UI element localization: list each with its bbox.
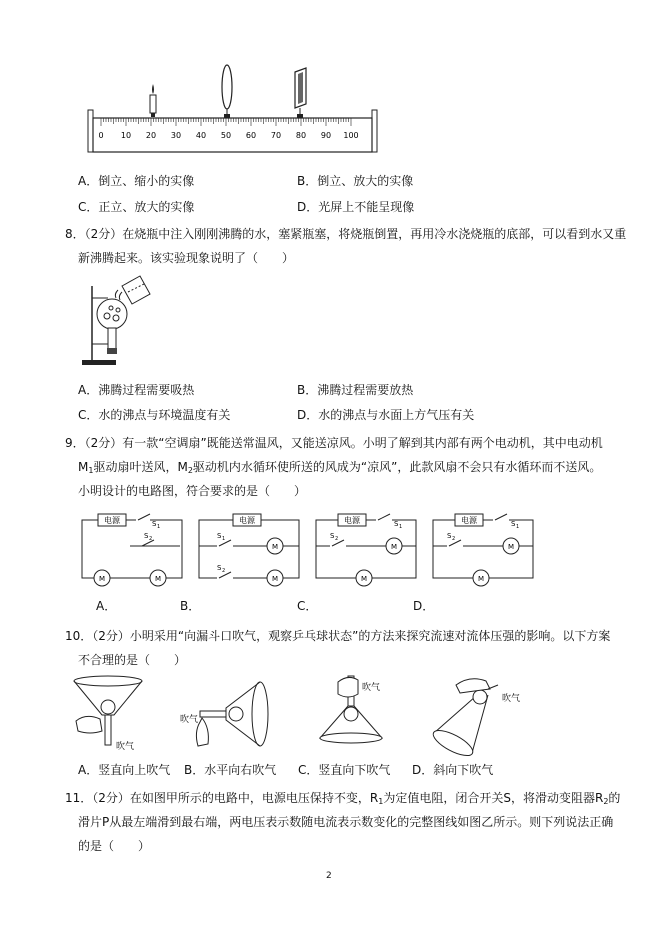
q9-stem-line2: $M_1$驱动扇叶送风，$M_2$驱动机内水循环使所送的风成为“凉风”，此款风扇不会只有水循环而不送风。 bbox=[78, 460, 602, 475]
ruler-tick-label: 80 bbox=[295, 131, 307, 140]
circuit-b bbox=[197, 510, 305, 590]
ruler-bench bbox=[88, 110, 377, 152]
q10-option-c[interactable]: C．竖直向下吹气 bbox=[298, 763, 391, 777]
svg-text:S: S bbox=[144, 532, 149, 540]
q10-option-d[interactable]: D．斜向下吹气 bbox=[412, 763, 494, 777]
svg-text:M: M bbox=[271, 543, 279, 551]
q8-option-b[interactable]: B．沸腾过程需要放热 bbox=[297, 383, 414, 397]
q11-stem-line2: 滑片P从最左端滑到最右端，两电压表示数随电流表示数变化的完整图线如图乙所示。则下列说法正确 bbox=[78, 815, 614, 829]
q11-stem-line3: 的是（ ） bbox=[78, 839, 151, 853]
svg-text:M: M bbox=[360, 575, 368, 583]
svg-text:吹气: 吹气 bbox=[116, 742, 135, 752]
svg-text:吹气: 吹气 bbox=[180, 715, 199, 725]
ruler-tick-label: 90 bbox=[320, 131, 332, 140]
ruler-tick-label: 50 bbox=[220, 131, 232, 140]
q10-stem-line1: 10．（2分）小明采用“向漏斗口吹气，观察乒乓球状态”的方法来探究流速对流体压强的影响。以下方案 bbox=[65, 629, 611, 643]
q10-option-a[interactable]: A．竖直向上吹气 bbox=[78, 763, 171, 777]
optical-bench-figure bbox=[84, 62, 384, 162]
q7-option-d[interactable]: D．光屏上不能呈现像 bbox=[297, 200, 415, 214]
svg-text:M: M bbox=[154, 575, 162, 583]
ruler-tick-label: 70 bbox=[270, 131, 282, 140]
q9-stem-line1: 9．（2分）有一款“空调扇”既能送常温风，又能送凉风。小明了解到其内部有两个电动机，其中电动机 bbox=[65, 436, 603, 450]
page-number: 2 bbox=[326, 871, 332, 881]
svg-text:S: S bbox=[217, 564, 222, 572]
svg-text:2: 2 bbox=[149, 536, 153, 542]
svg-text:吹气: 吹气 bbox=[362, 683, 381, 693]
candle bbox=[150, 84, 156, 117]
circuit-c bbox=[314, 510, 422, 590]
q7-option-a[interactable]: A．倒立、缩小的实像 bbox=[78, 174, 195, 188]
svg-text:S: S bbox=[217, 532, 222, 540]
ruler-tick-label: 30 bbox=[170, 131, 182, 140]
circuit-a bbox=[80, 510, 188, 590]
svg-text:2: 2 bbox=[222, 568, 226, 574]
svg-text:吹气: 吹气 bbox=[502, 694, 521, 704]
q8-stem-line1: 8．（2分）在烧瓶中注入刚刚沸腾的水，塞紧瓶塞，将烧瓶倒置，再用冷水浇烧瓶的底部，可以看到水又重 bbox=[65, 227, 627, 241]
q10-option-b[interactable]: B．水平向右吹气 bbox=[184, 763, 277, 777]
svg-text:M: M bbox=[98, 575, 106, 583]
q11-stem-line1: 11．（2分）在如图甲所示的电路中，电源电压保持不变，$R_1$为定值电阻，闭合开关S，将滑动变阻器$R_2$的 bbox=[65, 791, 621, 806]
ruler-tick-label: 10 bbox=[120, 131, 132, 140]
q8-option-d[interactable]: D．水的沸点与水面上方气压有关 bbox=[297, 408, 475, 422]
q9-option-d[interactable]: D． bbox=[413, 599, 435, 613]
light-screen bbox=[295, 68, 306, 118]
flask-experiment-figure bbox=[78, 272, 158, 372]
svg-text:1: 1 bbox=[399, 524, 403, 530]
funnel-figure-b bbox=[178, 678, 274, 758]
svg-text:M: M bbox=[507, 543, 515, 551]
svg-text:电源: 电源 bbox=[344, 516, 360, 525]
ruler-tick-label: 100 bbox=[343, 131, 359, 140]
funnel-figure-a bbox=[72, 675, 162, 757]
svg-text:M: M bbox=[477, 575, 485, 583]
svg-text:电源: 电源 bbox=[239, 516, 255, 525]
svg-text:M: M bbox=[390, 543, 398, 551]
svg-text:1: 1 bbox=[157, 524, 161, 530]
svg-text:S: S bbox=[447, 532, 452, 540]
funnel-figure-d bbox=[426, 675, 536, 757]
q7-option-c[interactable]: C．正立、放大的实像 bbox=[78, 200, 195, 214]
lens bbox=[222, 65, 232, 118]
svg-text:电源: 电源 bbox=[461, 516, 477, 525]
q10-stem-line2: 不合理的是（ ） bbox=[78, 653, 187, 667]
svg-text:S: S bbox=[394, 520, 399, 528]
power-label: 电源 bbox=[104, 516, 120, 525]
ruler-tick-label: 40 bbox=[195, 131, 207, 140]
q9-option-a[interactable]: A． bbox=[96, 599, 117, 613]
q8-stem-line2: 新沸腾起来。该实验现象说明了（ ） bbox=[78, 251, 295, 265]
ruler-tick-label: 20 bbox=[145, 131, 157, 140]
svg-text:S: S bbox=[330, 532, 335, 540]
q7-option-b[interactable]: B．倒立、放大的实像 bbox=[297, 174, 414, 188]
q8-option-a[interactable]: A．沸腾过程需要吸热 bbox=[78, 383, 195, 397]
svg-text:2: 2 bbox=[452, 536, 456, 542]
ruler-tick-label: 60 bbox=[245, 131, 257, 140]
svg-text:M: M bbox=[271, 575, 279, 583]
svg-text:S: S bbox=[511, 520, 516, 528]
svg-text:1: 1 bbox=[222, 536, 226, 542]
q9-option-c[interactable]: C． bbox=[297, 599, 318, 613]
circuit-d bbox=[431, 510, 539, 590]
q9-stem-line3: 小明设计的电路图，符合要求的是（ ） bbox=[78, 484, 307, 498]
q9-option-b[interactable]: B． bbox=[180, 599, 201, 613]
ruler-tick-label: 0 bbox=[98, 131, 104, 140]
funnel-figure-c bbox=[308, 672, 398, 760]
svg-text:S: S bbox=[152, 520, 157, 528]
svg-text:1: 1 bbox=[516, 524, 520, 530]
svg-text:2: 2 bbox=[335, 536, 339, 542]
q8-option-c[interactable]: C．水的沸点与环境温度有关 bbox=[78, 408, 231, 422]
